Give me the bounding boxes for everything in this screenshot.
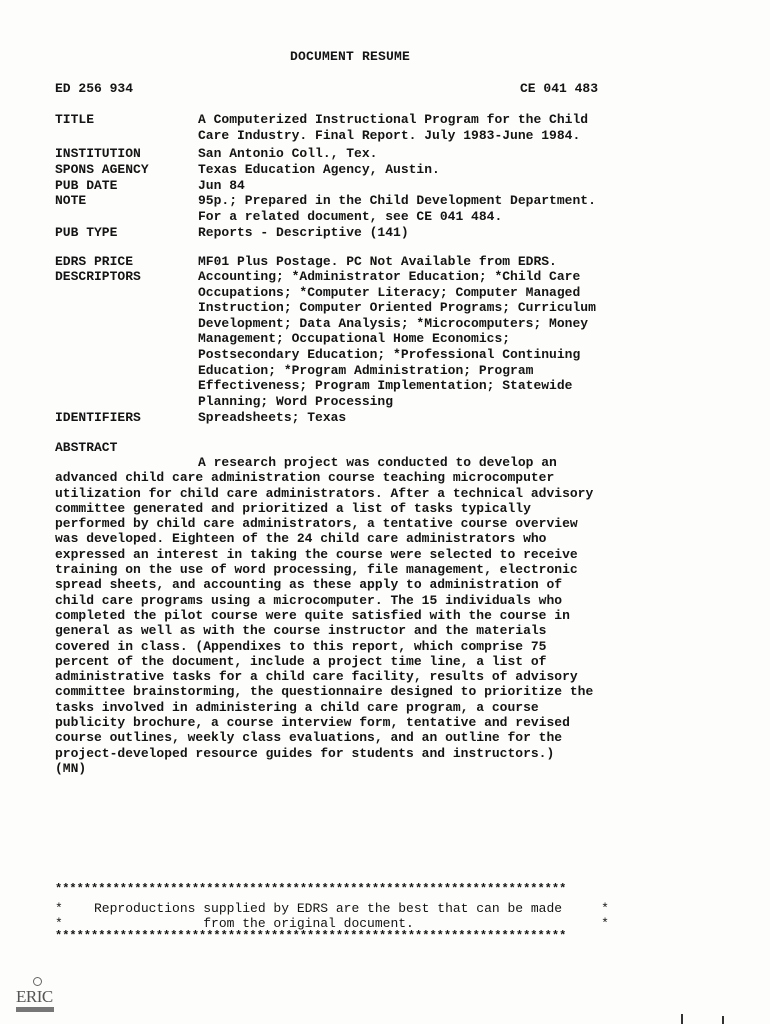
field-value: A Computerized Instructional Program for the Child Care Industry. Final Report. July 1983-June 1984. (198, 112, 589, 143)
abstract-text: A research project was conducted to develop an advanced child care administration course teaching microcomputer utilization for child care administrators. After a technical advisory committee generated and prioritized a list of tasks typically performed by child care administrators, a tentative course overview was developed. Eighteen of the 24 child care administrators who expressed an interest in taking the course were selected to receive training on the use of word processing, file management, electronic spread sheets, and accounting as these apply to administration of child care programs using a microcomputer. The 15 individuals who completed the pilot course were quite satisfied with the course in general as well as with the course instructor and the materials covered in class. (Appendixes to this report, which comprise 75 percent of the document, include a project time line, a list of administrative tasks for a child care facility, results of advisory committee brainstorming, the questionnaire designed to prioritize the tasks involved in administering a child care program, a course publicity brochure, a course interview form, tentative and revised course outlines, weekly class evaluations, and an outline for the project-developed resource guides for students and instructors.) (MN) (55, 455, 594, 776)
field-value: San Antonio Coll., Tex. (198, 146, 378, 161)
stars-divider-bottom: *********************************************************************** (55, 929, 567, 943)
field-label: TITLE (55, 112, 95, 127)
stars-divider-top: *********************************************************************** (55, 882, 567, 896)
field-value: 95p.; Prepared in the Child Development Department. For a related document, see CE 041 484. (198, 193, 596, 224)
eric-logo-dot-icon (33, 977, 42, 986)
field-label: IDENTIFIERS (55, 410, 141, 425)
abstract-label: ABSTRACT (55, 440, 118, 455)
eric-logo-bar (16, 1007, 54, 1012)
eric-logo (14, 975, 58, 1015)
field-value: MF01 Plus Postage. PC Not Available from EDRS. (198, 254, 557, 269)
eric-logo-text: ERIC (16, 987, 53, 1006)
field-label: DESCRIPTORS (55, 269, 141, 284)
field-label: INSTITUTION (55, 146, 141, 161)
ed-number: ED 256 934 (55, 81, 134, 96)
field-value: Accounting; *Administrator Education; *Child Care Occupations; *Computer Literacy; Computer Managed Instruction; Computer Oriented Programs; Curriculum Development; Data Analysis; *Microcomputers; Money Management; Occupational Home Economics; Postsecondary Education; *Professional Continuing Education; *Program Administration; Program Effectiveness; Program Implementation; Statewide Planning; Word Processing (198, 269, 596, 409)
field-label: PUB TYPE (55, 225, 118, 240)
field-label: EDRS PRICE (55, 254, 134, 269)
field-value: Jun 84 (198, 178, 245, 193)
field-label: PUB DATE (55, 178, 118, 193)
field-value: Reports - Descriptive (141) (198, 225, 409, 240)
ce-number: CE 041 483 (520, 81, 599, 96)
field-label: SPONS AGENCY (55, 162, 149, 177)
document-heading: DOCUMENT RESUME (289, 49, 411, 64)
field-value: Texas Education Agency, Austin. (198, 162, 440, 177)
scan-mark (722, 1016, 724, 1024)
field-label: NOTE (55, 193, 87, 208)
reproduction-notice-line2: * from the original document. * (55, 916, 609, 931)
scan-mark (681, 1014, 683, 1024)
field-value: Spreadsheets; Texas (198, 410, 347, 425)
reproduction-notice-line1: * Reproductions supplied by EDRS are the best that can be made * (55, 901, 609, 916)
